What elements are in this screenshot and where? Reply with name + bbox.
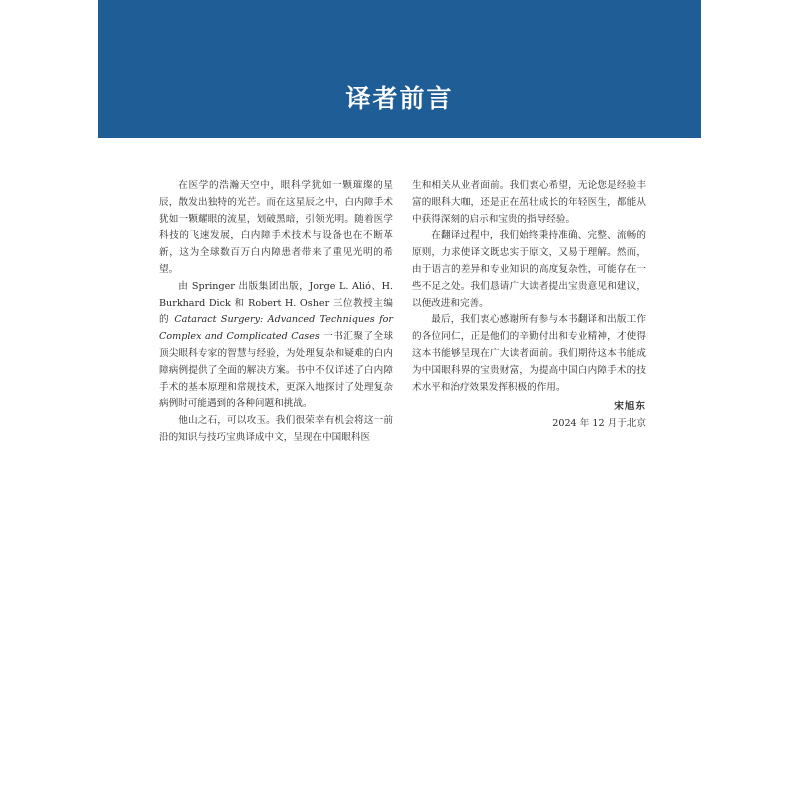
right-column: [412, 178, 646, 396]
paragraph-thanks: 最后，我们衷心感谢所有参与本书翻译和出版工作的各位同仁，正是他们的辛勤付出和专业精神，才使得这本书能够呈现在广大读者面前。我们期待这本书能成为中国眼科界的宝贵财富，为提高中国白内障手术的技术水平和治疗效果发挥积极的作用。: [412, 314, 646, 393]
signature-date: 2024 年 12 月于北京: [552, 418, 646, 429]
book-info-after: 一书汇聚了全球顶尖眼科专家的智慧与经验，为处理复杂和疑难的白内障病例提供了全面的解决方案。书中不仅详述了白内障手术的基本原理和常规技术，更深入地探讨了处理复杂病例时可能遇到的各种问题和挑战。: [159, 331, 393, 410]
paragraph-translation-start: 他山之石，可以攻玉。我们很荣幸有机会将这一前沿的知识与技巧宝典译成中文，呈现在中国眼科医: [159, 415, 393, 443]
signature-name: 宋旭东: [614, 401, 646, 412]
book-title: Cataract Surgery: Advanced Techniques for Complex and Complicated Cases: [159, 314, 393, 343]
paragraph-book-info: [159, 279, 393, 413]
paragraph-process: 在翻译过程中，我们始终秉持准确、完整、流畅的原则，力求使译文既忠实于原文，又易于理解。然而，由于语言的差异和专业知识的高度复杂性，可能存在一些不足之处。我们恳请广大读者提出宝贵意见和建议，以便改进和完善。: [412, 230, 646, 309]
page-title: 译者前言: [345, 84, 454, 113]
left-column: [159, 178, 393, 447]
paragraph-intro: 在医学的浩瀚天空中，眼科学犹如一颗璀璨的星辰，散发出独特的光芒。而在这星辰之中，白内障手术犹如一颗耀眼的流星，划破黑暗，引领光明。随着医学科技的飞速发展，白内障手术技术与设备也在不断革新，这为全球数百万白内障患者带来了重见光明的希望。: [159, 180, 393, 275]
book-info-before: 由 Springer 出版集团出版，Jorge L. Alió、H. Burkhard Dick 和 Robert H. Osher 三位教授主编的: [159, 280, 393, 326]
paragraph-translation-cont: 生和相关从业者面前。我们衷心希望，无论您是经验丰富的眼科大咖，还是正在茁壮成长的年轻医生，都能从中获得深刻的启示和宝贵的指导经验。: [412, 180, 646, 225]
header-band: [98, 0, 701, 138]
